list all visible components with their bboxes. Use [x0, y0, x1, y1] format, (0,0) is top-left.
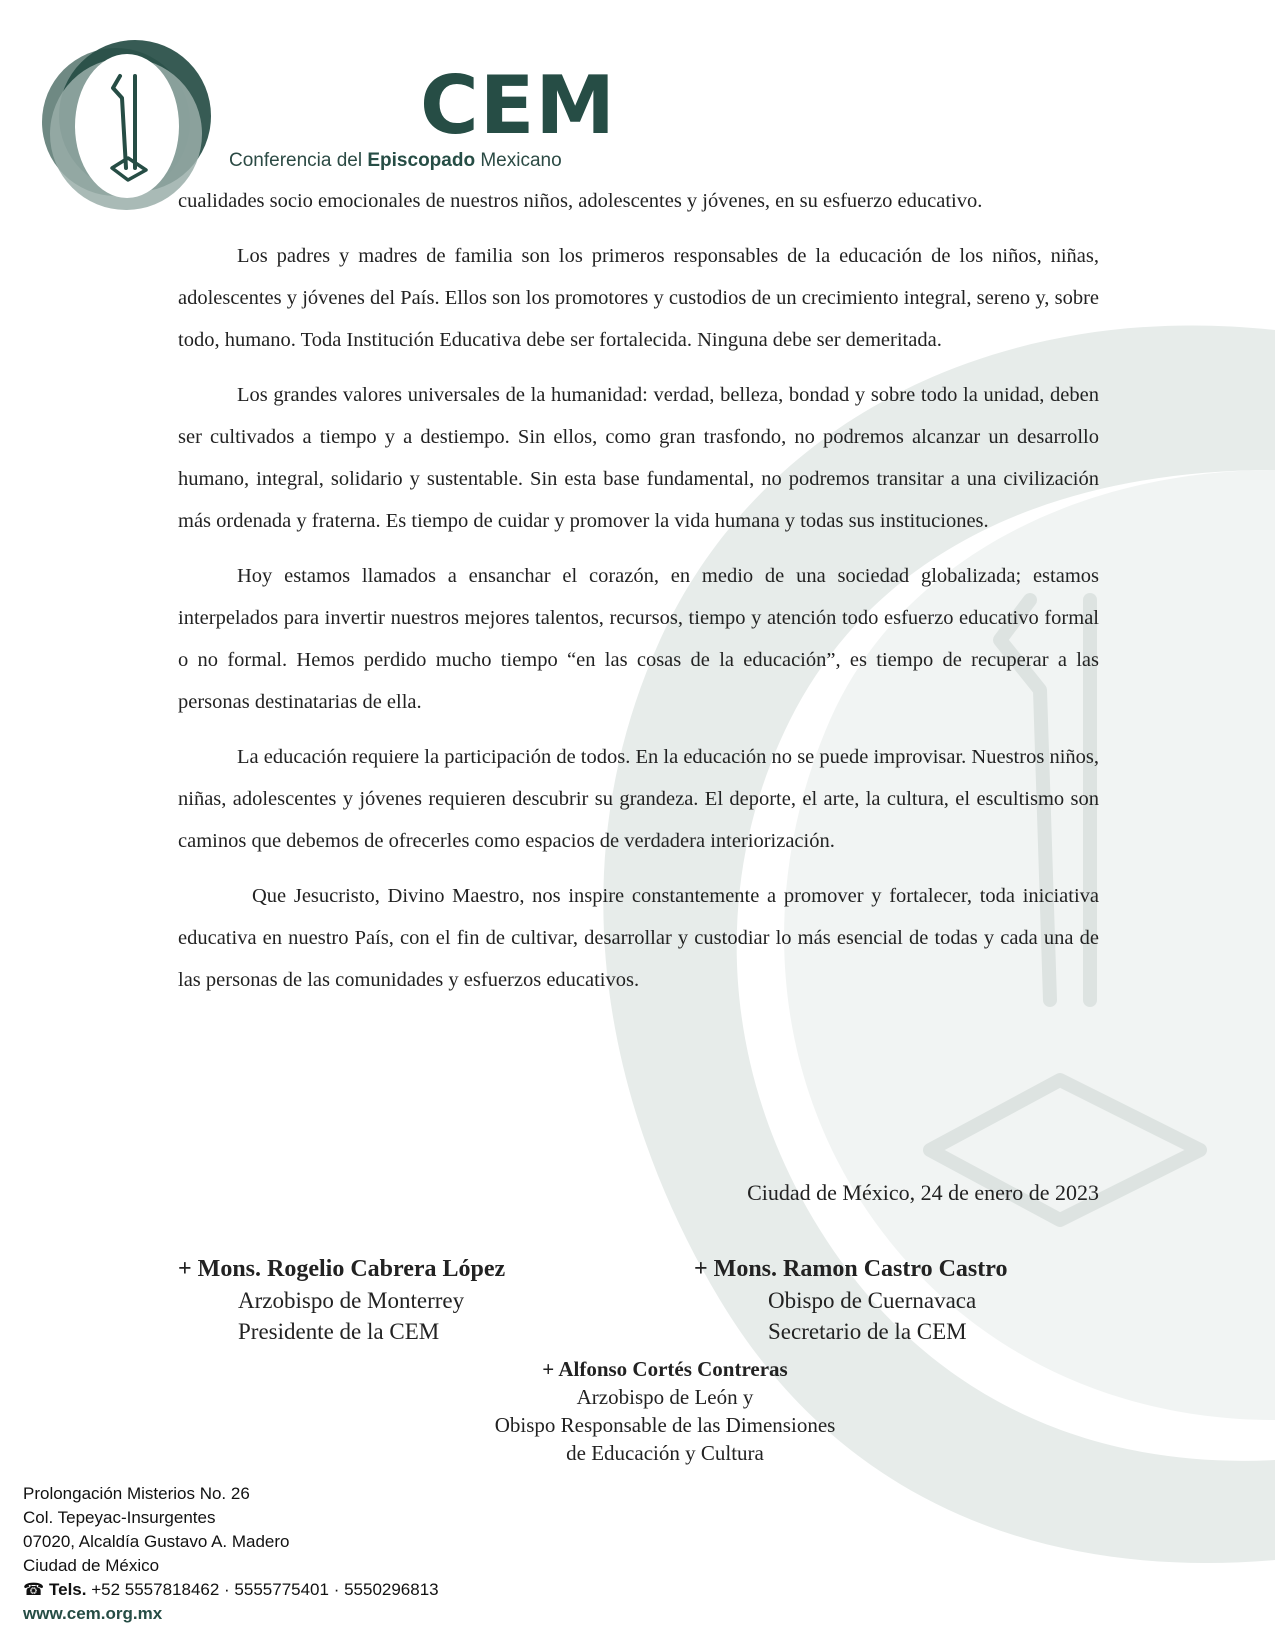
letter-body [178, 180, 1099, 1014]
signer-name: + Alfonso Cortés Contreras [542, 1357, 788, 1381]
phone-numbers [23, 1578, 439, 1602]
cem-acronym-title: CEM [420, 59, 616, 152]
signer-role: Obispo Responsable de las Dimensiones [494, 1413, 836, 1437]
phone-icon: ☎ [23, 1580, 45, 1599]
website-link[interactable]: www.cem.org.mx [23, 1604, 163, 1623]
footer-contact [23, 1482, 439, 1626]
signer-title: Obispo de Cuernavaca [768, 1288, 977, 1313]
address-line-3: 07020, Alcaldía Gustavo A. Madero [23, 1532, 290, 1551]
cem-logo-icon [40, 36, 220, 216]
paragraph-3: Los grandes valores universales de la humanidad: verdad, belleza, bondad y sobre todo la unidad, deben ser cultivados a tiempo y a destiempo. Sin ellos, como gran trasfondo, no podremos alcanzar un desarrollo humano, integral, solidario y sustentable. Sin esta base fundamental, no podremos transitar a una civilización más ordenada y fraterna. Es tiempo de cuidar y promover la vida humana y todas sus instituciones. [178, 384, 1099, 532]
paragraph-1: cualidades socio emocionales de nuestros niños, adolescentes y jóvenes, en su esfuerzo educativo. [178, 190, 983, 212]
signature-right [694, 1254, 1007, 1347]
signer-name: + Mons. Ramon Castro Castro [694, 1256, 1008, 1282]
signature-center [370, 1355, 960, 1467]
address-line-1: Prolongación Misterios No. 26 [23, 1484, 250, 1503]
signer-name: + Mons. Rogelio Cabrera López [178, 1256, 506, 1282]
signature-left [178, 1254, 505, 1347]
address-line-2: Col. Tepeyac-Insurgentes [23, 1508, 216, 1527]
paragraph-6: Que Jesucristo, Divino Maestro, nos inspire constantemente a promover y fortalecer, toda iniciativa educativa en nuestro País, con el fin de cultivar, desarrollar y custodiar lo más esencial de todas y cada una de las personas de las comunidades y esfuerzos educativos. [178, 885, 1099, 991]
address-line-4: Ciudad de México [23, 1556, 160, 1575]
letter-date: Ciudad de México, 24 de enero de 2023 [747, 1180, 1099, 1205]
signer-role: Secretario de la CEM [768, 1319, 967, 1344]
cem-full-name [229, 150, 562, 172]
subtitle-bold: Episcopado [367, 150, 476, 171]
signer-title: Arzobispo de Monterrey [238, 1288, 465, 1313]
paragraph-2: Los padres y madres de familia son los primeros responsables de la educación de los niños, niñas, adolescentes y jóvenes del País. Ellos son los promotores y custodios de un crecimiento integral, sereno y, sobre todo, humano. Toda Institución Educativa debe ser fortalecida. Ninguna debe ser demeritada. [178, 245, 1099, 351]
subtitle-post: Mexicano [475, 150, 562, 171]
signer-role-cont: de Educación y Cultura [566, 1441, 764, 1465]
paragraph-4: Hoy estamos llamados a ensanchar el corazón, en medio de una sociedad globalizada; estamos interpelados para invertir nuestros mejores talentos, recursos, tiempo y atención todo esfuerzo educativo formal o no formal. Hemos perdido mucho tiempo “en las cosas de la educación”, es tiempo de recuperar a las personas destinatarias de ella. [178, 565, 1099, 713]
signer-role: Presidente de la CEM [238, 1319, 440, 1344]
subtitle-pre: Conferencia del [229, 150, 368, 171]
tels-numbers: +52 5557818462 · 5555775401 · 5550296813 [86, 1580, 439, 1599]
signer-title: Arzobispo de León y [576, 1385, 754, 1409]
tels-label: Tels. [49, 1580, 87, 1599]
paragraph-5: La educación requiere la participación de todos. En la educación no se puede improvisar. Nuestros niños, niñas, adolescentes y jóvenes requieren descubrir su grandeza. El deporte, el arte, la cultura, el escultismo son caminos que debemos de ofrecerles como espacios de verdadera interiorización. [178, 746, 1099, 852]
